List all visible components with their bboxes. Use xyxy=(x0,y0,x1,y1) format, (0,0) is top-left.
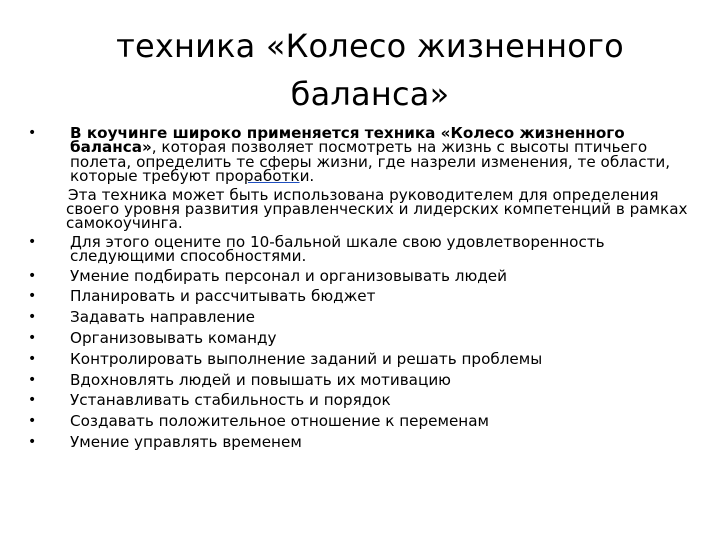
bullet-icon: • xyxy=(28,288,37,305)
list-item-text: Организовывать команду xyxy=(70,329,277,348)
intro-bold-text: В коучинге широко применяется техника «Колесо жизненного баланса» xyxy=(70,124,625,157)
list-item xyxy=(24,349,700,370)
list-item-text: Создавать положительное отношение к переменам xyxy=(70,412,490,431)
bullet-icon: • xyxy=(28,434,37,451)
intro-text: , которая позволяет посмотреть на жизнь с высоты птичьего полета, определить те сферы жизни, где назрели изменения, те области, которые требуют про xyxy=(70,138,671,186)
bullet-icon: • xyxy=(28,125,37,141)
bullet-icon: • xyxy=(28,330,37,347)
slide-title-line-2: баланса» xyxy=(290,75,450,113)
technique-paragraph: Эта техника может быть использована руководителем для определения своего уровня развития управленческих и лидерских компетенций в рамках самокоучинга. xyxy=(66,185,688,233)
bullet-icon: • xyxy=(28,233,37,250)
intro-text-end: и. xyxy=(299,167,315,186)
list-item xyxy=(24,370,700,391)
list-item xyxy=(24,328,700,349)
list-item xyxy=(24,286,700,307)
list-item-text: Для этого оцените по 10-бальной шкале свою удовлетворенность следующими способностями. xyxy=(70,232,605,266)
list-item xyxy=(24,231,700,266)
slide-body xyxy=(24,126,700,453)
list-item-text: Устанавливать стабильность и порядок xyxy=(70,391,391,410)
list-item-text: Задавать направление xyxy=(70,308,255,327)
bullet-icon: • xyxy=(28,371,37,388)
bullet-icon: • xyxy=(28,413,37,430)
underlined-word-fragment: работк xyxy=(243,167,300,186)
slide-title-line-1: техника «Колесо жизненного xyxy=(116,27,624,65)
list-item xyxy=(24,266,700,287)
bullet-icon: • xyxy=(28,392,37,409)
list-item-text: Планировать и рассчитывать бюджет xyxy=(70,287,376,306)
intro-paragraph xyxy=(24,126,700,184)
list-item-text: Контролировать выполнение заданий и решать проблемы xyxy=(70,349,543,368)
list-item-text: Умение управлять временем xyxy=(70,433,302,452)
bullet-icon: • xyxy=(28,350,37,367)
bullet-icon: • xyxy=(28,267,37,284)
list-item-text: Вдохновлять людей и повышать их мотивацию xyxy=(70,370,451,389)
list-item xyxy=(24,390,700,411)
list-item xyxy=(24,432,700,453)
list-item xyxy=(24,307,700,328)
list-item xyxy=(24,411,700,432)
list-item-text: Умение подбирать персонал и организовывать людей xyxy=(70,266,508,285)
bullet-icon: • xyxy=(28,309,37,326)
slide-title xyxy=(40,22,700,118)
